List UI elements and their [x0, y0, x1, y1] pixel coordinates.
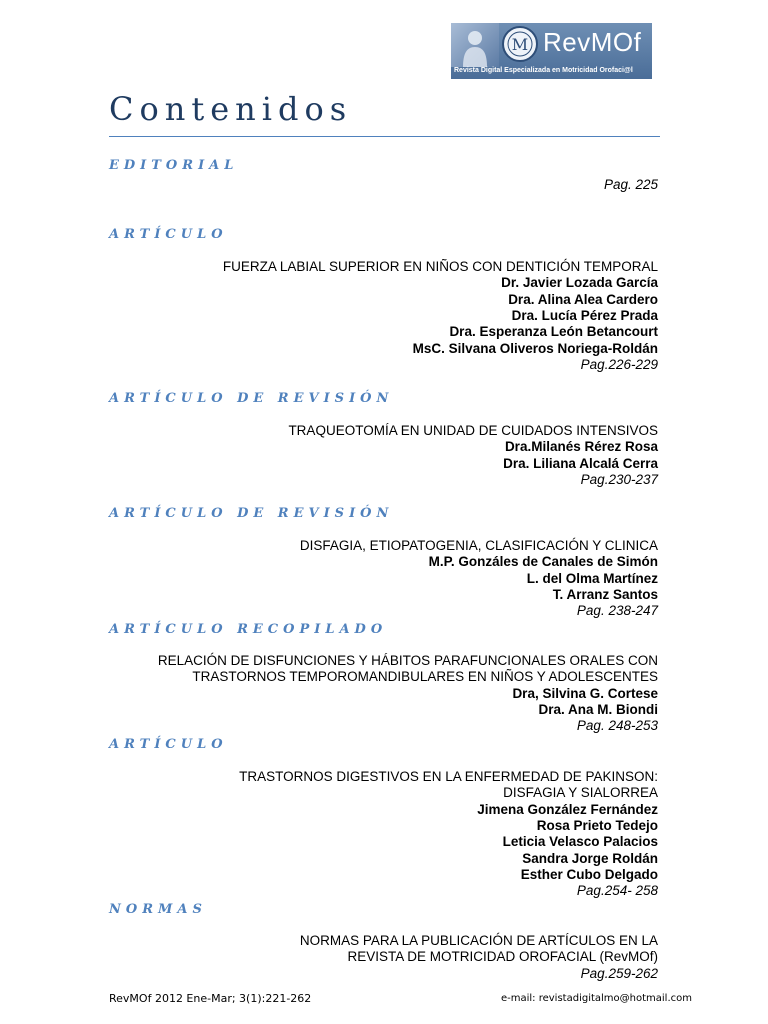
page-title: Contenidos	[109, 90, 353, 128]
author-name: MsC. Silvana Oliveros Noriega-Roldán	[412, 340, 658, 356]
footer-email[interactable]: e-mail: revistadigitalmo@hotmail.com	[500, 993, 692, 1004]
section-header: ARTÍCULO DE REVISIÓN	[109, 391, 394, 406]
section-header: EDITORIAL	[109, 158, 239, 173]
author-name: Sandra Jorge Roldán	[522, 850, 658, 866]
article-title: TRASTORNOS DIGESTIVOS EN LA ENFERMEDAD DE PAKINSON:	[239, 769, 658, 784]
seal-icon	[501, 25, 539, 63]
footer-citation: RevMOf 2012 Ene-Mar; 3(1):221-262	[109, 992, 312, 1005]
author-name: Dra.Milanés Rérez Rosa	[504, 439, 658, 455]
author-name: Jimena González Fernández	[477, 801, 658, 817]
article-title: FUERZA LABIAL SUPERIOR EN NIÑOS CON DENTICIÓN TEMPORAL	[222, 259, 658, 274]
author-name: T. Arranz Santos	[552, 586, 658, 602]
article-title: DISFAGIA, ETIOPATOGENIA, CLASIFICACIÓN Y CLINICA	[299, 538, 658, 553]
title-divider	[109, 136, 660, 137]
section-header: NORMAS	[109, 902, 207, 917]
author-name: M.P. Gonzáles de Canales de Simón	[428, 554, 658, 570]
article-title: TRASTORNOS TEMPOROMANDIBULARES EN NIÑOS Y ADOLESCENTES	[192, 669, 658, 685]
section-header: ARTÍCULO DE REVISIÓN	[109, 506, 394, 521]
author-name: Dr. Javier Lozada García	[501, 275, 658, 291]
section-header: ARTÍCULO	[109, 737, 228, 752]
logo-tagline: Revista Digital Especializada en Motricidad Orofaci@l	[454, 67, 633, 74]
logo-name: RevMOf	[543, 27, 642, 57]
article-title: TRAQUEOTOMÍA EN UNIDAD DE CUIDADOS INTENSIVOS	[288, 423, 658, 438]
page-number: Pag.254- 258	[576, 883, 658, 899]
author-name: Leticia Velasco Palacios	[502, 834, 658, 850]
page-number: Pag.226-229	[580, 356, 658, 372]
author-name: L. del Olma Martínez	[526, 570, 658, 586]
page-number: Pag.259-262	[580, 965, 658, 981]
page-number: Pag.230-237	[580, 471, 658, 487]
author-name: Dra. Ana M. Biondi	[538, 701, 658, 717]
page-number: Pag. 238-247	[576, 603, 658, 619]
anatomy-figure-icon	[451, 23, 499, 67]
article-title: REVISTA DE MOTRICIDAD OROFACIAL (RevMOf)	[347, 949, 658, 965]
article-title: NORMAS PARA LA PUBLICACIÓN DE ARTÍCULOS EN LA	[299, 933, 658, 948]
page-number: Pag. 225	[603, 177, 658, 192]
author-name: Esther Cubo Delgado	[520, 866, 658, 882]
section-header: ARTÍCULO RECOPILADO	[109, 622, 388, 637]
author-name: Dra. Esperanza León Betancourt	[449, 324, 658, 340]
author-name: Dra. Liliana Alcalá Cerra	[503, 455, 658, 471]
page-number: Pag. 248-253	[576, 718, 658, 734]
section-header: ARTÍCULO	[109, 227, 228, 242]
author-name: Dra, Silvina G. Cortese	[512, 685, 658, 701]
journal-logo	[451, 23, 652, 79]
author-name: Dra. Alina Alea Cardero	[508, 291, 658, 307]
article-title: DISFAGIA Y SIALORREA	[503, 785, 658, 801]
author-name: Rosa Prieto Tedejo	[536, 817, 658, 833]
article-title: RELACIÓN DE DISFUNCIONES Y HÁBITOS PARAFUNCIONALES ORALES CON	[157, 653, 658, 668]
svg-text:M: M	[511, 35, 529, 54]
author-name: Dra. Lucía Pérez Prada	[511, 307, 658, 323]
